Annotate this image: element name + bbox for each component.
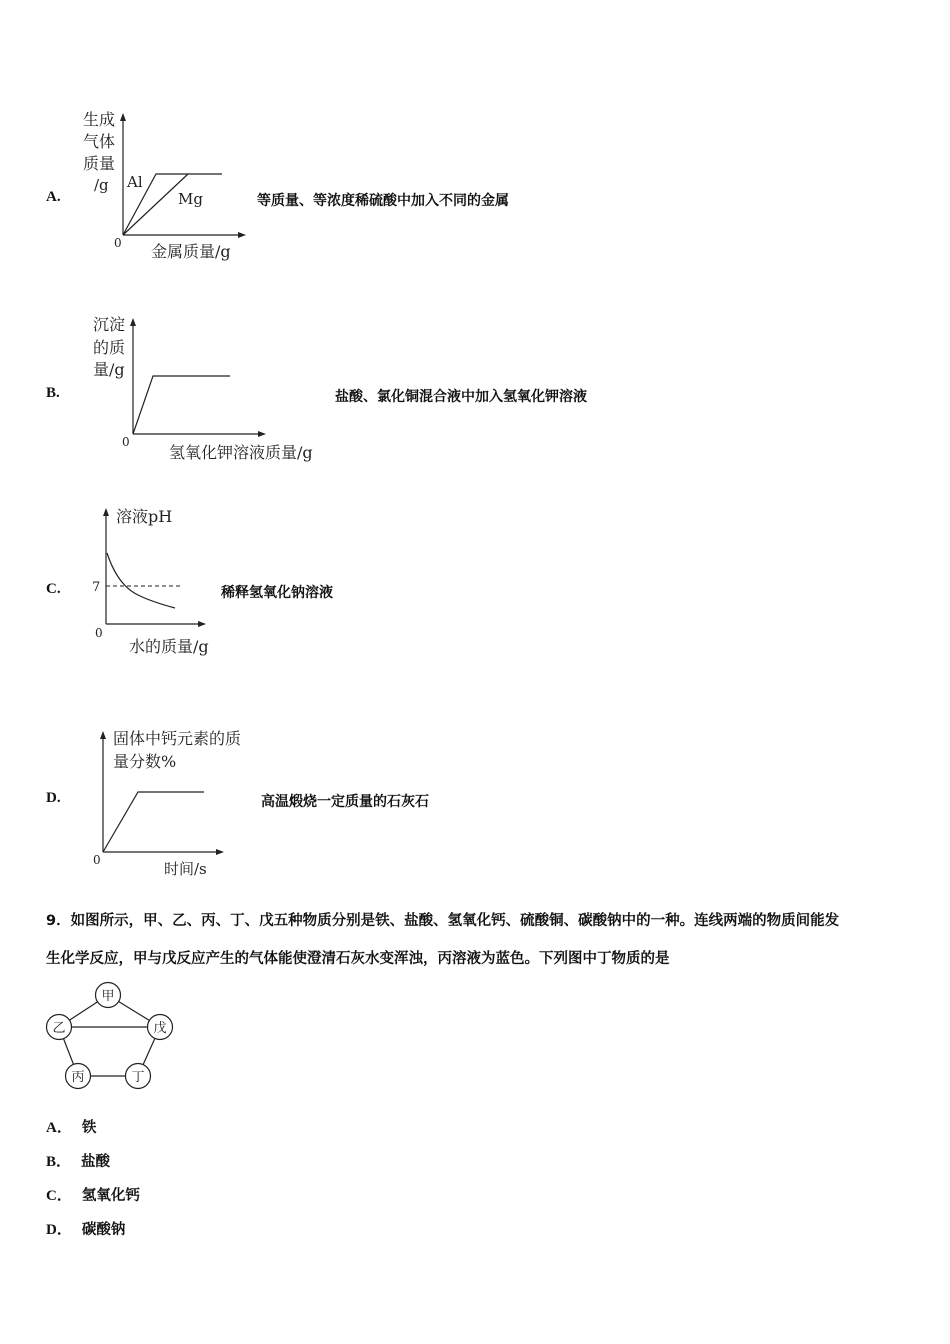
- x-axis-arrow: [216, 849, 224, 855]
- ylabel-line: 固体中钙元素的质: [113, 729, 242, 748]
- xlabel: 金属质量/g: [151, 242, 231, 261]
- x-axis-arrow: [258, 431, 266, 437]
- option-d-description: 高温煅烧一定质量的石灰石: [261, 794, 429, 810]
- option-b-description: 盐酸、氯化铜混合液中加入氢氧化钾溶液: [335, 389, 587, 405]
- option-b-graph: [80, 310, 350, 470]
- node-bing: [66, 1064, 91, 1089]
- ylabel-line: 的质: [93, 338, 126, 357]
- node-jia: [96, 983, 121, 1008]
- answer-option-b: [46, 1150, 110, 1171]
- ylabel-line: 量/g: [93, 360, 125, 379]
- ylabel: 溶液pH: [116, 507, 173, 526]
- y-axis-arrow: [103, 508, 109, 516]
- ylabel-line: /g: [94, 176, 109, 194]
- question-9-line-2: 生化学反应，甲与戊反应产生的气体能使澄清石灰水变浑浊，丙溶液为蓝色。下列图中丁物质的是: [46, 951, 670, 967]
- option-a-description: 等质量、等浓度稀硫酸中加入不同的金属: [257, 193, 509, 209]
- node-wu: [148, 1015, 173, 1040]
- x-axis-arrow: [238, 232, 246, 238]
- option-a-letter: A.: [46, 189, 61, 205]
- node-label: 丁: [131, 1070, 145, 1085]
- answer-letter: A．: [46, 1120, 72, 1136]
- answer-option-c: [46, 1184, 140, 1205]
- calcium-fraction-curve: [103, 792, 204, 852]
- pentagon-diagram: [40, 980, 180, 1092]
- ylabel-line: 质量: [83, 154, 116, 173]
- ref-value-label: 7: [92, 580, 101, 595]
- node-yi: [47, 1015, 72, 1040]
- answer-text: 碳酸钠: [81, 1222, 126, 1238]
- origin-label: 0: [122, 435, 130, 449]
- origin-label: 0: [95, 626, 103, 640]
- question-9-line-1: 9．如图所示，甲、乙、丙、丁、戊五种物质分别是铁、盐酸、氢氧化钙、硫酸铜、碳酸钠中的一种。连线两端的物质间能发: [46, 913, 840, 929]
- precipitate-curve: [133, 376, 230, 434]
- node-label: 甲: [101, 989, 115, 1004]
- node-label: 戊: [153, 1021, 167, 1036]
- x-axis-arrow: [198, 621, 206, 627]
- ylabel-line: 生成: [83, 110, 116, 129]
- option-d-letter: D.: [46, 790, 61, 806]
- ylabel-line: 气体: [83, 132, 116, 151]
- node-ding: [126, 1064, 151, 1089]
- xlabel: 氢氧化钾溶液质量/g: [169, 443, 313, 462]
- answer-letter: D．: [46, 1222, 72, 1238]
- node-label: 乙: [52, 1021, 66, 1036]
- answer-letter: C．: [46, 1188, 72, 1204]
- ylabel-line: 量分数%: [113, 752, 177, 771]
- y-axis-arrow: [130, 318, 136, 326]
- ylabel-line: 沉淀: [93, 315, 126, 334]
- y-axis-arrow: [120, 113, 126, 121]
- answer-option-d: [46, 1218, 125, 1239]
- node-label: 丙: [71, 1070, 85, 1085]
- answer-option-a: [46, 1116, 96, 1137]
- y-axis-arrow: [100, 731, 106, 739]
- origin-label: 0: [114, 236, 122, 250]
- option-c-letter: C.: [46, 581, 61, 597]
- option-a-graph: [70, 105, 270, 270]
- option-c-description: 稀释氢氧化钠溶液: [221, 585, 333, 601]
- answer-letter: B．: [46, 1154, 72, 1170]
- answer-text: 盐酸: [81, 1154, 111, 1170]
- origin-label: 0: [93, 853, 101, 867]
- series-label-mg: Mg: [178, 190, 203, 208]
- xlabel: 水的质量/g: [129, 637, 209, 656]
- xlabel: 时间/s: [164, 860, 207, 878]
- answer-text: 氢氧化钙: [81, 1188, 140, 1204]
- answer-text: 铁: [81, 1120, 97, 1136]
- ph-curve: [107, 553, 175, 608]
- option-d-graph: [80, 722, 280, 882]
- series-label-al: Al: [127, 173, 143, 191]
- option-c-graph: [80, 500, 240, 665]
- option-b-letter: B.: [46, 385, 60, 401]
